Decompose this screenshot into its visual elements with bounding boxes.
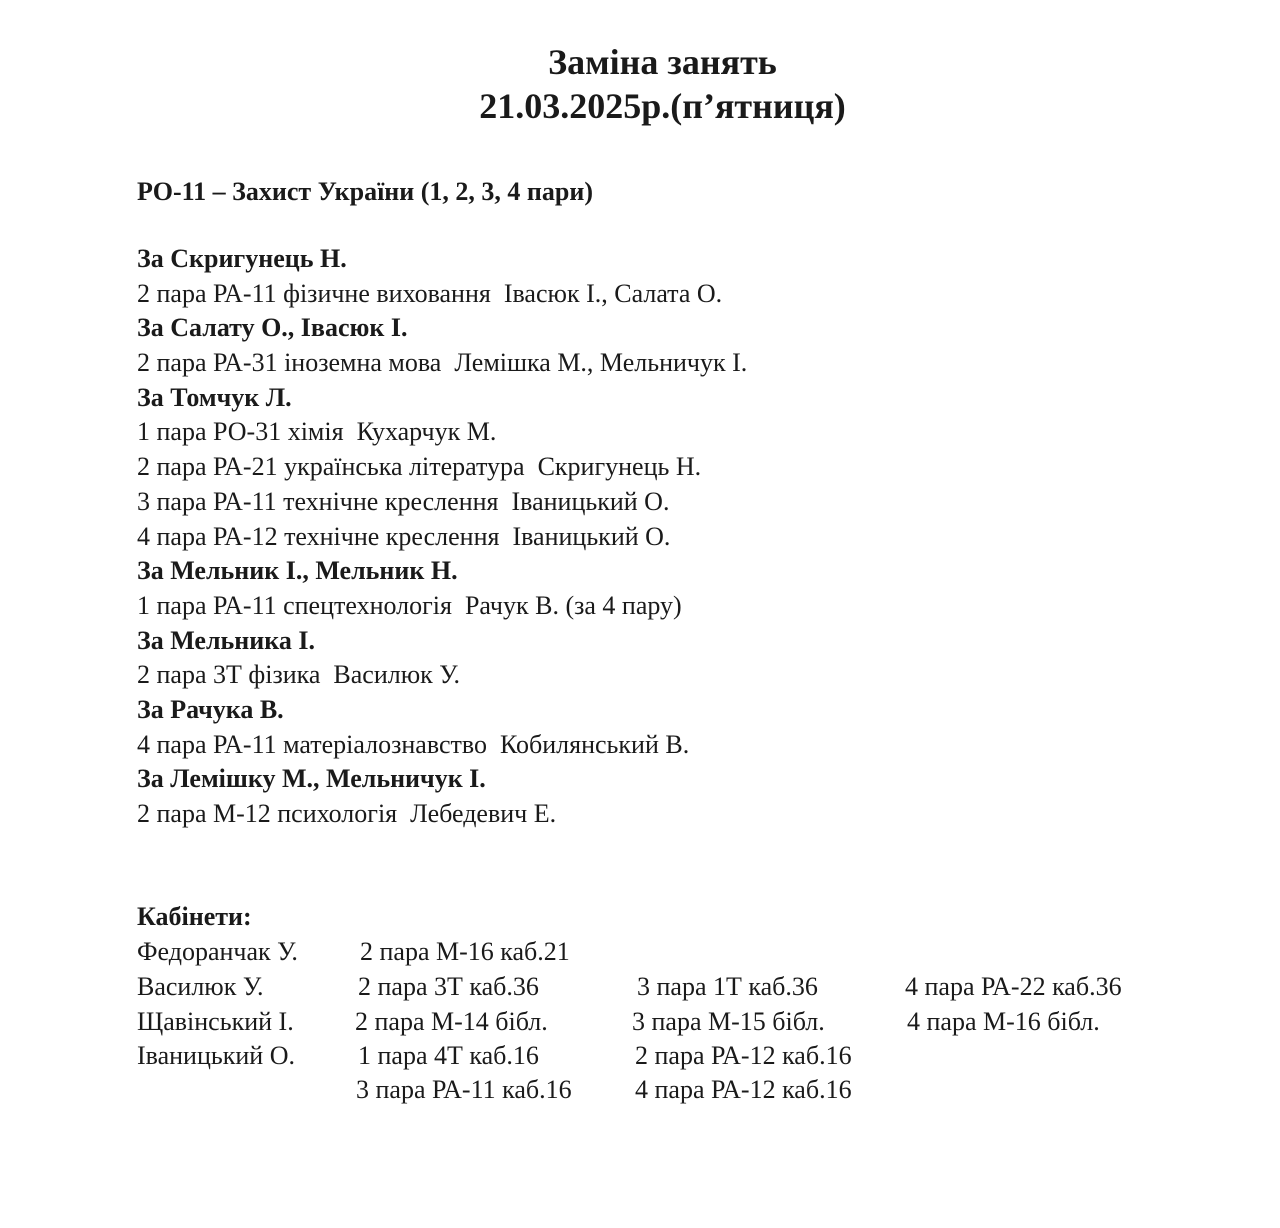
substitution-heading: За Скригунець Н. [137, 244, 347, 273]
cabinet-cell: 1 пара 4Т каб.16 [358, 1041, 539, 1070]
cabinet-cell: 2 пара 3Т каб.36 [358, 972, 539, 1001]
cabinets-title: Кабінети: [137, 902, 252, 931]
substitution-item: 1 пара РА-11 спецтехнологія Рачук В. (за 4 пару) [137, 590, 682, 620]
substitution-heading: За Томчук Л. [137, 382, 292, 412]
cabinet-cell: 3 пара М-15 бібл. [632, 1007, 825, 1036]
substitution-heading: За Мельника І. [137, 625, 315, 655]
substitution-list [137, 242, 747, 832]
substitution-item: 2 пара РА-21 українська література Скригунець Н. [137, 452, 702, 482]
substitution-item: 2 пара М-12 психологія Лебедевич Е. [137, 799, 557, 828]
cabinet-teacher: Іваницький О. [137, 1041, 295, 1070]
cabinet-teacher: Щавінський І. [137, 1007, 294, 1036]
cabinet-cell: 4 пара М-16 бібл. [907, 1007, 1100, 1036]
page-date: 21.03.2025р.(п’ятниця) [479, 86, 846, 126]
substitution-item: 2 пара РА-11 фізичне виховання Івасюк І., Салата О. [137, 278, 723, 308]
cabinet-cell: 3 пара 1Т каб.36 [637, 972, 818, 1001]
cabinet-cell: 2 пара РА-12 каб.16 [635, 1041, 852, 1070]
substitution-heading: За Салату О., Івасюк І. [137, 313, 408, 343]
cabinet-cell: 2 пара М-14 бібл. [355, 1007, 548, 1036]
substitution-item: 1 пара РО-31 хімія Кухарчук М. [137, 417, 497, 447]
cabinet-teacher: Федоранчак У. [137, 937, 298, 966]
substitution-item: 3 пара РА-11 технічне креслення Іваницький О. [137, 486, 670, 516]
group-notice: РО-11 – Захист України (1, 2, 3, 4 пари) [137, 177, 594, 206]
cabinet-cell: 2 пара М-16 каб.21 [360, 937, 570, 966]
cabinet-cell: 3 пара РА-11 каб.16 [356, 1075, 572, 1104]
substitution-heading: За Лемішку М., Мельничук І. [137, 764, 486, 794]
substitution-item: 4 пара РА-11 матеріалознавство Кобилянський В. [137, 729, 690, 759]
page-title: Заміна занять [548, 42, 777, 82]
substitution-item: 2 пара РА-31 іноземна мова Лемішка М., Мельничук І. [137, 348, 748, 378]
substitution-heading: За Мельник І., Мельник Н. [137, 556, 458, 586]
substitution-item: 4 пара РА-12 технічне креслення Іваницький О. [137, 521, 671, 551]
cabinet-cell: 4 пара РА-22 каб.36 [905, 972, 1122, 1001]
cabinet-teacher: Василюк У. [137, 972, 264, 1001]
cabinet-cell: 4 пара РА-12 каб.16 [635, 1075, 852, 1104]
substitution-heading: За Рачука В. [137, 694, 284, 724]
substitution-item: 2 пара 3Т фізика Василюк У. [137, 660, 460, 690]
